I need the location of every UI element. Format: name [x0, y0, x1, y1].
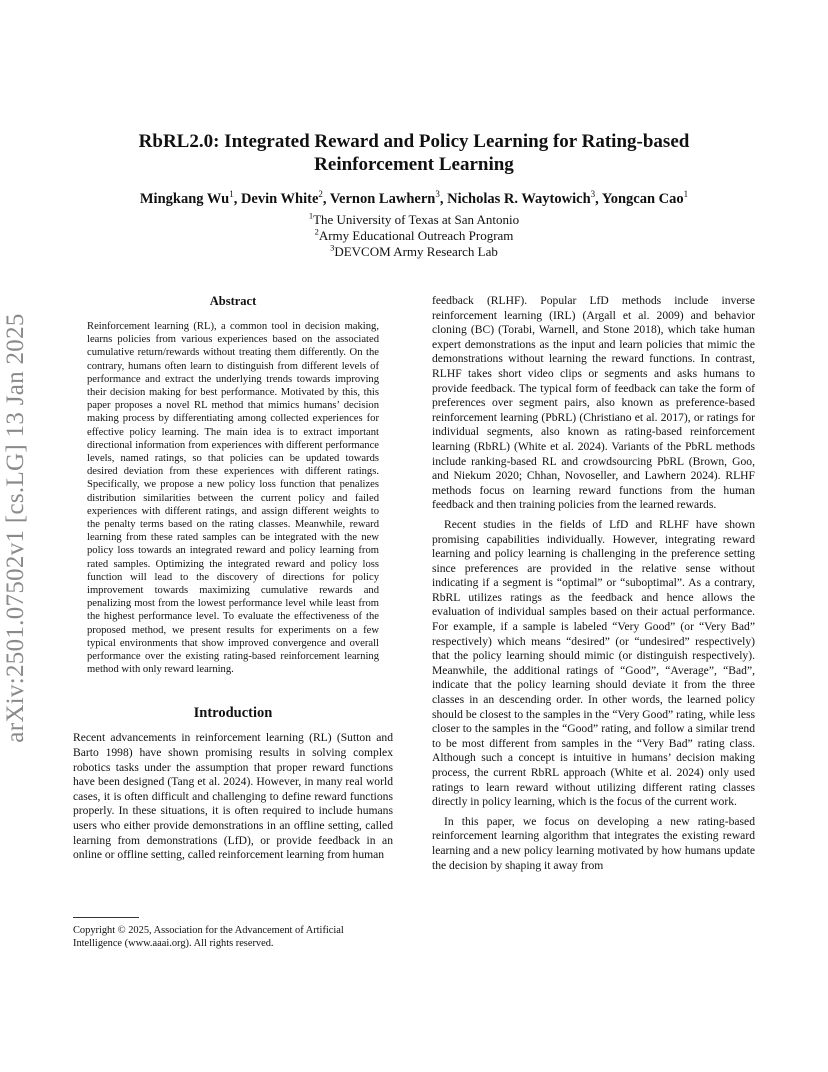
right-column [432, 294, 755, 873]
affiliation: $^3$DEVCOM Army Research Lab [330, 242, 498, 259]
footnote-divider [73, 917, 139, 918]
body-paragraph: In this paper, we focus on developing a new rating-based reinforcement learning algorithm that integrates the existing reward learning and a new policy learning motivated by how humans update the decision by shaping it away from [432, 814, 755, 872]
body-paragraph: Recent studies in the fields of LfD and RLHF have shown promising capabilities individually. However, integrating reward learning and policy learning is challenging in the preference setting since preferences are provided in the relative sense without indicating if a segment is “optimal” or “suboptimal”. As a contrary, RbRL utilizes ratings as the feedback and hence allows the evaluation of individual samples based on their actual performance. For example, if a sample is labeled “Very Good” (or “Very Bad” respectively) which means “desired” (or “undesired” respectively) that the policy learning should mimic (or distinguish respectively). Meanwhile, the additional ratings of “Good”, “Average”, “Bad”, indicate that the policy learning should deviate it from the three classes in an descending order. In other words, the learned policy should be closest to the samples in the “Very Good” rating, while less closer to the samples in the “Good” rating, and follow a similar trend to be most different from samples in the “Very Bad” rating class. Although such a concept is intuitive in humans’ decision making process, the current RbRL approach (White et al. 2024) only used ratings to learn reward without utilizing different rating classes directly in policy learning, which is the focus of the current work. [432, 517, 755, 809]
left-column [73, 294, 393, 863]
intro-paragraph: Recent advancements in reinforcement learning (RL) (Sutton and Barto 1998) have shown promising results in solving complex robotics tasks under the assumption that proper reward functions have been designed (Tang et al. 2024). However, in many real world cases, it is often difficult and challenging to define reward functions properly. In these situations, it is often required to include humans users who either provide demonstrations in an offline setting, called learning from demonstrations (LfD), or provide feedback in an online or offline setting, called reinforcement learning from human [73, 731, 393, 862]
title-line-2: Reinforcement Learning [314, 154, 514, 175]
affiliation: $^2$Army Educational Outreach Program [314, 226, 514, 243]
copyright-footnote: Copyright © 2025, Association for the Advancement of Artificial Intelligence (www.aaai.org). All rights reserved. [73, 925, 344, 950]
author-list: Mingkang Wu$^1$, Devin White$^2$, Vernon Lawhern$^3$, Nicholas R. Waytowich$^3$, Yongcan Cao$^1$ [139, 189, 689, 207]
author: Mingkang Wu$^1$ [139, 189, 234, 207]
abstract-heading: Abstract [209, 294, 257, 308]
title-line-1: RbRL2.0: Integrated Reward and Policy Learning for Rating-based [138, 131, 690, 152]
abstract-text: Reinforcement learning (RL), a common tool in decision making, learns policies from various experiences based on the associated cumulative return/rewards without treating them differently. On the contrary, humans often learn to distinguish from different levels of performance and extract the underlying trends towards improving their decision making for best performance. Motivated by this, this paper proposes a novel RL method that mimics humans’ decision making process by differentiating among collected experiences for effective policy learning. The main idea is to extract important directional information from experiences with different performance levels, named ratings, so that policies can be updated towards desired deviation from these experiences with different ratings. Specifically, we propose a new policy loss function that penalizes distribution similarities between the current policy and failed experiences with different ratings, and assign different weights to the penalty terms based on the rating classes. Meanwhile, reward learning from these rated samples can be integrated with the new policy loss towards an integrated reward and policy learning from rated samples. Optimizing the integrated reward and policy loss function will lead to the discovery of directions for policy improvement towards maximizing cumulative rewards and penalizing most from the lowest performance level while least from the highest performance level. To evaluate the effectiveness of the proposed method, we present results for experiments on a few typical environments that show improved convergence and overall performance over the existing rating-based reinforcement learning method with only reward learning. [87, 321, 379, 676]
paper-title [60, 130, 768, 176]
author: Devin White$^2$ [240, 189, 323, 207]
body-paragraph: feedback (RLHF). Popular LfD methods include inverse reinforcement learning (IRL) (Argall et al. 2009) and behavior cloning (BC) (Torabi, Warnell, and Stone 2018), which take human expert demonstrations as the input and learn policies that mimic the demonstrations without learning the reward functions. In contrast, RLHF takes short video clips or segments and asks humans to provide feedback. The typical form of feedback can take the form of preferences over segment pairs, also known as preference-based reinforcement learning (PbRL) (Christiano et al. 2017), or ratings for individual segments, also known as rating-based reinforcement learning (RbRL) (White et al. 2024). Variants of the PbRL methods include ranking-based RL and crowdsourcing PbRL (Brown, Goo, and Niekum 2020; Chhan, Novoseller, and Lawhern 2024). RLHF methods focus on learning reward functions from the human feedback and then training policies from the learned rewards. [432, 294, 755, 512]
introduction-heading: Introduction [193, 705, 273, 722]
author: Vernon Lawhern$^3$ [329, 189, 440, 207]
arxiv-identifier: arXiv:2501.07502v1 [cs.LG] 13 Jan 2025 [2, 313, 29, 743]
affiliation: $^1$The University of Texas at San Antonio [308, 210, 520, 227]
affiliation-list [60, 212, 768, 260]
author: Nicholas R. Waytowich$^3$ [447, 189, 596, 207]
author: Yongcan Cao$^1$ [601, 189, 689, 207]
